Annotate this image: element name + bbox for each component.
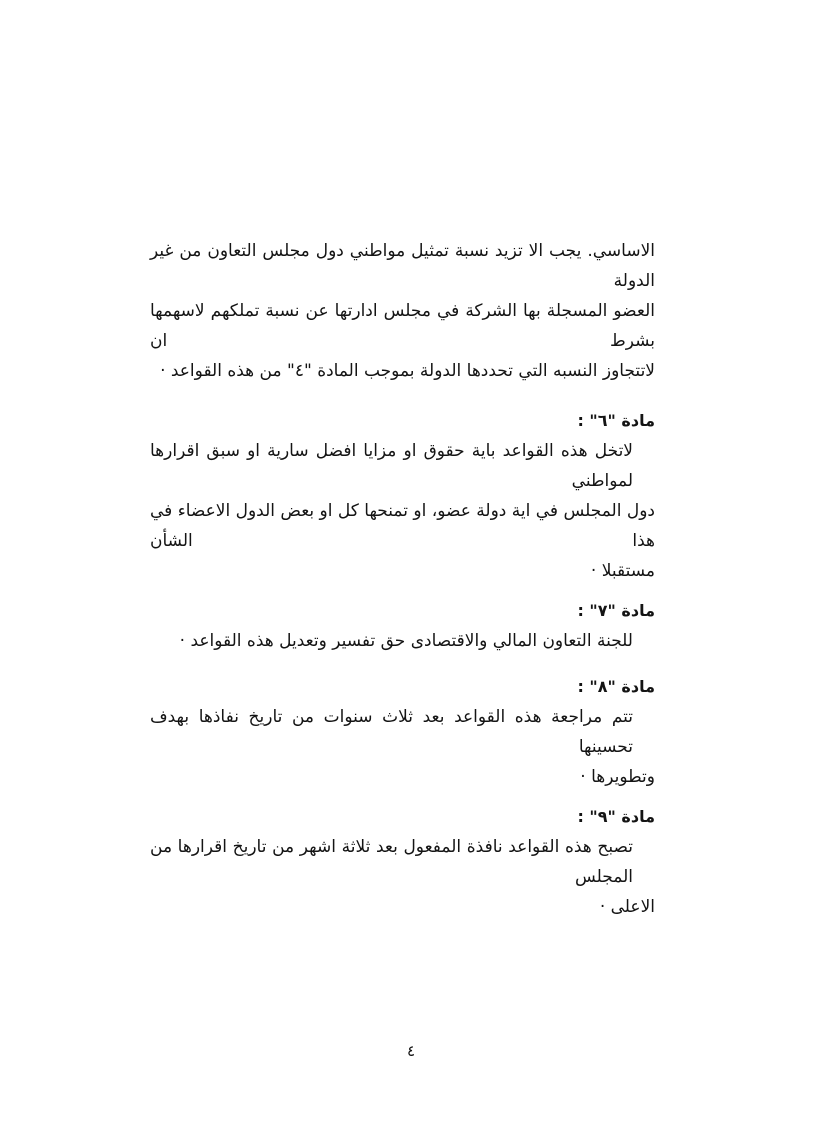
intro-line-1: الاساسي. يجب الا تزيد نسبة تمثيل مواطني دول مجلس التعاون من غير الدولة (150, 241, 655, 291)
intro-line-3: لاتتجاوز النسبه التي تحددها الدولة بموجب المادة "٤" من هذه القواعد · (160, 361, 655, 381)
article-6-line-2: دول المجلس في اية دولة عضو، او تمنحها كل او بعض الدول الاعضاء في هذا الشأن (150, 501, 655, 551)
intro-line-2: العضو المسجلة بها الشركة في مجلس ادارتها عن نسبة تملكهم لاسهمها بشرط ان (150, 301, 655, 351)
article-6-body (150, 436, 655, 586)
document-text-block (150, 236, 655, 922)
article-9-line-2: الاعلى · (599, 897, 655, 917)
article-8-body (150, 702, 655, 792)
article-6-heading: مادة "٦" : (577, 411, 655, 430)
article-7-heading: مادة "٧" : (577, 601, 655, 620)
article-9-body (150, 832, 655, 922)
intro-paragraph (150, 236, 655, 386)
article-9-heading: مادة "٩" : (577, 807, 655, 826)
article-8-heading: مادة "٨" : (577, 677, 655, 696)
article-6-line-1: لاتخل هذه القواعد باية حقوق او مزايا افضل سارية او سبق اقرارها لمواطني (150, 441, 633, 491)
article-7-line-1: للجنة التعاون المالي والاقتصادى حق تفسير وتعديل هذه القواعد · (179, 631, 633, 651)
article-8-line-2: وتطويرها · (580, 767, 655, 787)
article-7-body (150, 626, 655, 656)
article-6-line-3: مستقبلا · (590, 561, 655, 581)
article-8-line-1: تتم مراجعة هذه القواعد بعد ثلاث سنوات من تاريخ نفاذها بهدف تحسينها (150, 707, 633, 757)
page-number: ٤ (406, 1042, 416, 1060)
article-9-line-1: تصبح هذه القواعد نافذة المفعول بعد ثلاثة اشهر من تاريخ اقرارها من المجلس (150, 837, 633, 887)
